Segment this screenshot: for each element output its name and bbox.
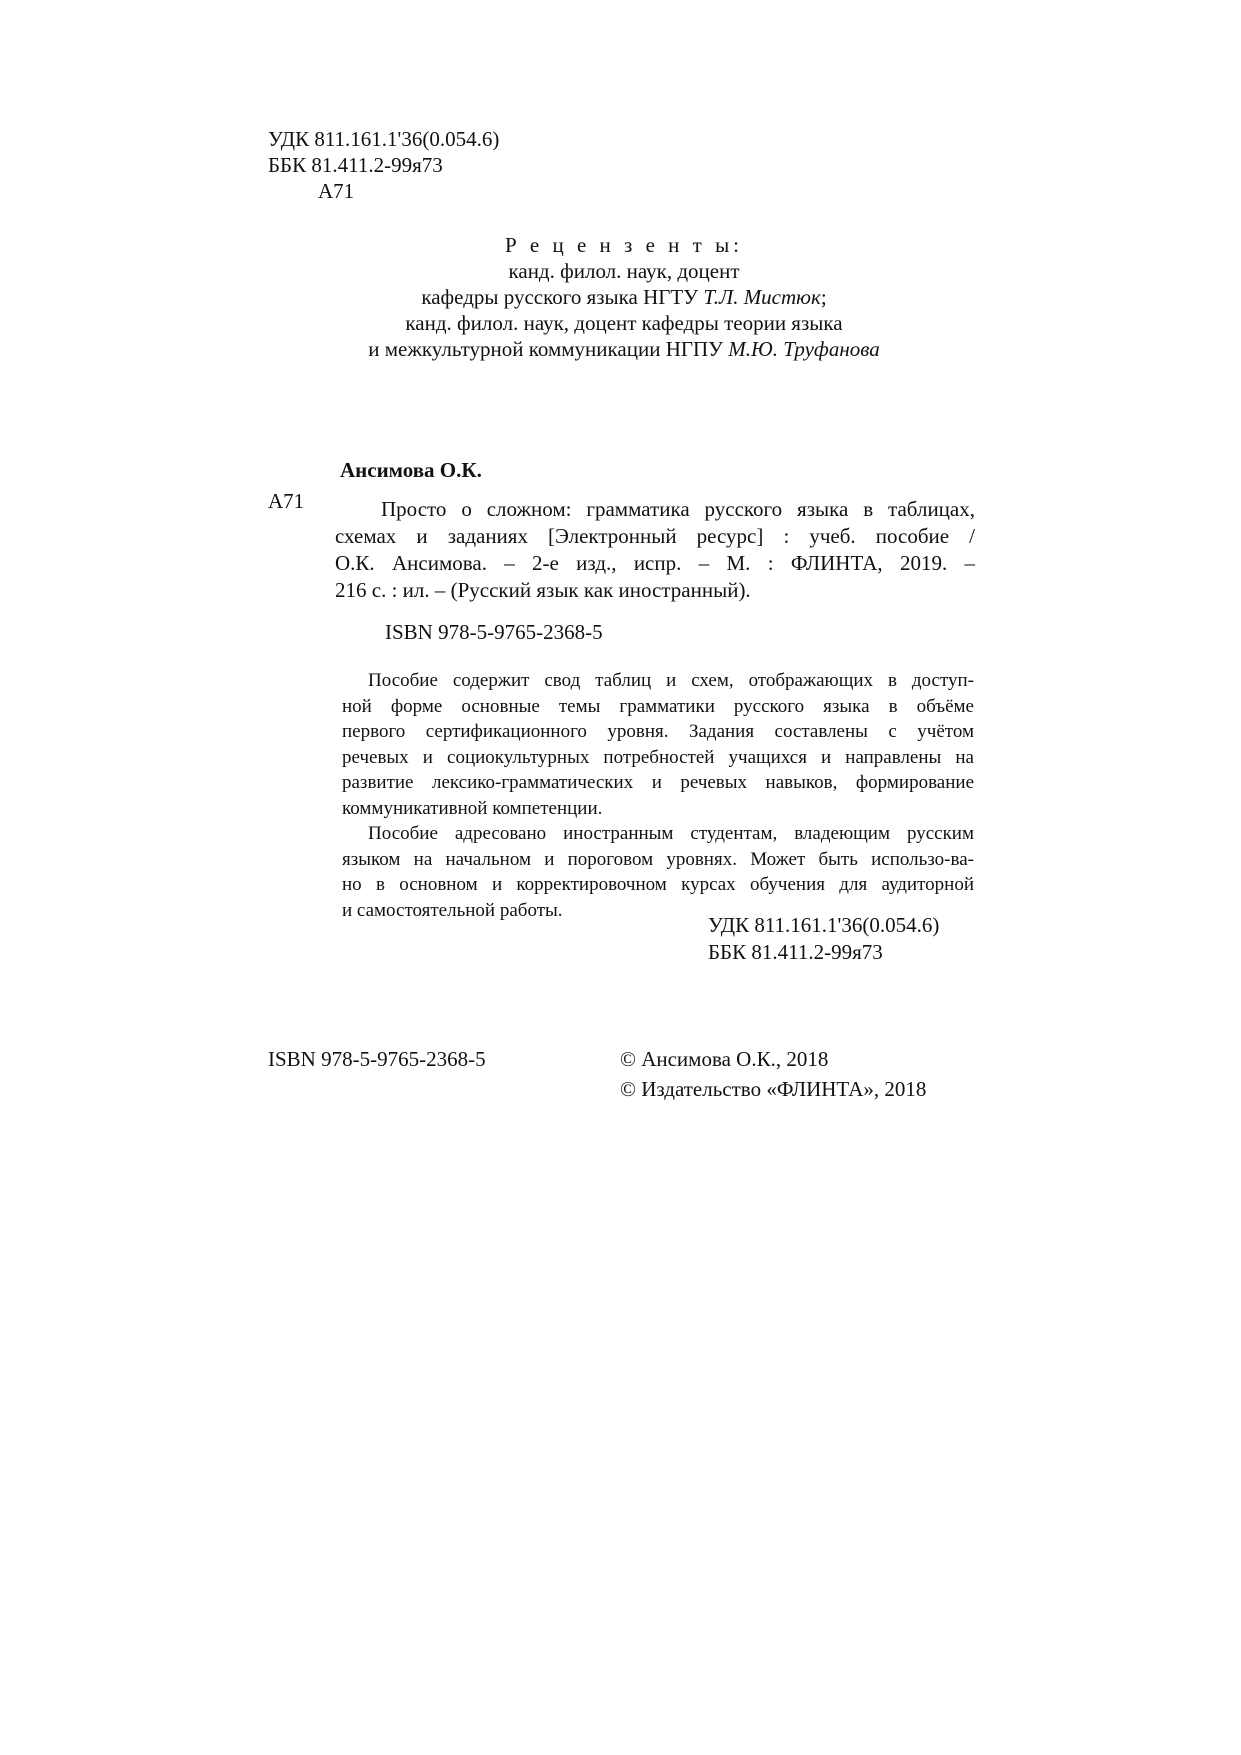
card-bibliographic-record bbox=[335, 496, 975, 604]
card-line: 216 с. : ил. – (Русский язык как иностранный). bbox=[335, 578, 751, 602]
annotation-line: и самостоятельной работы. bbox=[342, 899, 563, 921]
reviewer-line-4-prefix: и межкультурной коммуникации НГПУ bbox=[368, 337, 729, 361]
card-isbn: ISBN 978-5-9765-2368-5 bbox=[385, 620, 603, 644]
reviewer-name-1: Т.Л. Мистюк bbox=[703, 285, 821, 309]
reviewer-line-2 bbox=[270, 284, 978, 310]
reviewers-block bbox=[270, 232, 978, 362]
reviewer-line-1: канд. филол. наук, доцент bbox=[508, 259, 740, 283]
annotation-text bbox=[342, 668, 974, 923]
udk-code-top: УДК 811.161.1'36(0.054.6) bbox=[268, 127, 500, 151]
copyright-author: © Ансимова О.К., 2018 bbox=[620, 1047, 829, 1071]
bbk-code-top: ББК 81.411.2-99я73 bbox=[268, 153, 443, 177]
card-line: схемах и заданиях [Электронный ресурс] : учеб. пособие / bbox=[335, 524, 975, 548]
footer-isbn: ISBN 978-5-9765-2368-5 bbox=[268, 1047, 486, 1071]
annotation-line: Пособие содержит свод таблиц и схем, отображающих в доступ- bbox=[368, 670, 974, 691]
reviewer-line-3: канд. филол. наук, доцент кафедры теории языка bbox=[405, 311, 843, 335]
reviewer-name-2: М.Ю. Труфанова bbox=[728, 337, 880, 361]
card-code: А71 bbox=[268, 489, 305, 513]
reviewer-line-2-suffix: ; bbox=[820, 285, 827, 309]
annotation-line: коммуникативной компетенции. bbox=[342, 797, 603, 819]
card-line: О.К. Ансимова. – 2-е изд., испр. – М. : ФЛИНТА, 2019. – bbox=[335, 551, 975, 575]
card-author: Ансимова О.К. bbox=[340, 458, 482, 482]
copyright-publisher: © Издательство «ФЛИНТА», 2018 bbox=[620, 1077, 927, 1101]
reviewer-line-2-prefix: кафедры русского языка НГТУ bbox=[421, 285, 704, 309]
card-line: Просто о сложном: грамматика русского языка в таблицах, bbox=[381, 497, 975, 521]
annotation-line: Пособие адресовано иностранным студентам, владеющим русским bbox=[368, 823, 974, 844]
annotation-line: речевых и социокультурных потребностей учащихся и направлены на bbox=[342, 746, 974, 768]
annotation-line: первого сертификационного уровня. Задания составлены с учётом bbox=[342, 721, 974, 742]
reviewer-line-4 bbox=[270, 336, 978, 362]
udk-code-annotation: УДК 811.161.1'36(0.054.6) bbox=[708, 913, 940, 937]
reviewers-title: Р е ц е н з е н т ы: bbox=[504, 233, 744, 257]
bbk-code-annotation: ББК 81.411.2-99я73 bbox=[708, 940, 883, 964]
annotation-line: языком на начальном и пороговом уровнях. Может быть использо-ва- bbox=[342, 848, 974, 870]
author-mark-top: А71 bbox=[318, 179, 355, 203]
annotation-line: но в основном и корректировочном курсах обучения для аудиторной bbox=[342, 874, 974, 895]
annotation-line: развитие лексико-грамматических и речевых навыков, формирование bbox=[342, 772, 974, 793]
annotation-line: ной форме основные темы грамматики русского языка в объёме bbox=[342, 695, 974, 717]
